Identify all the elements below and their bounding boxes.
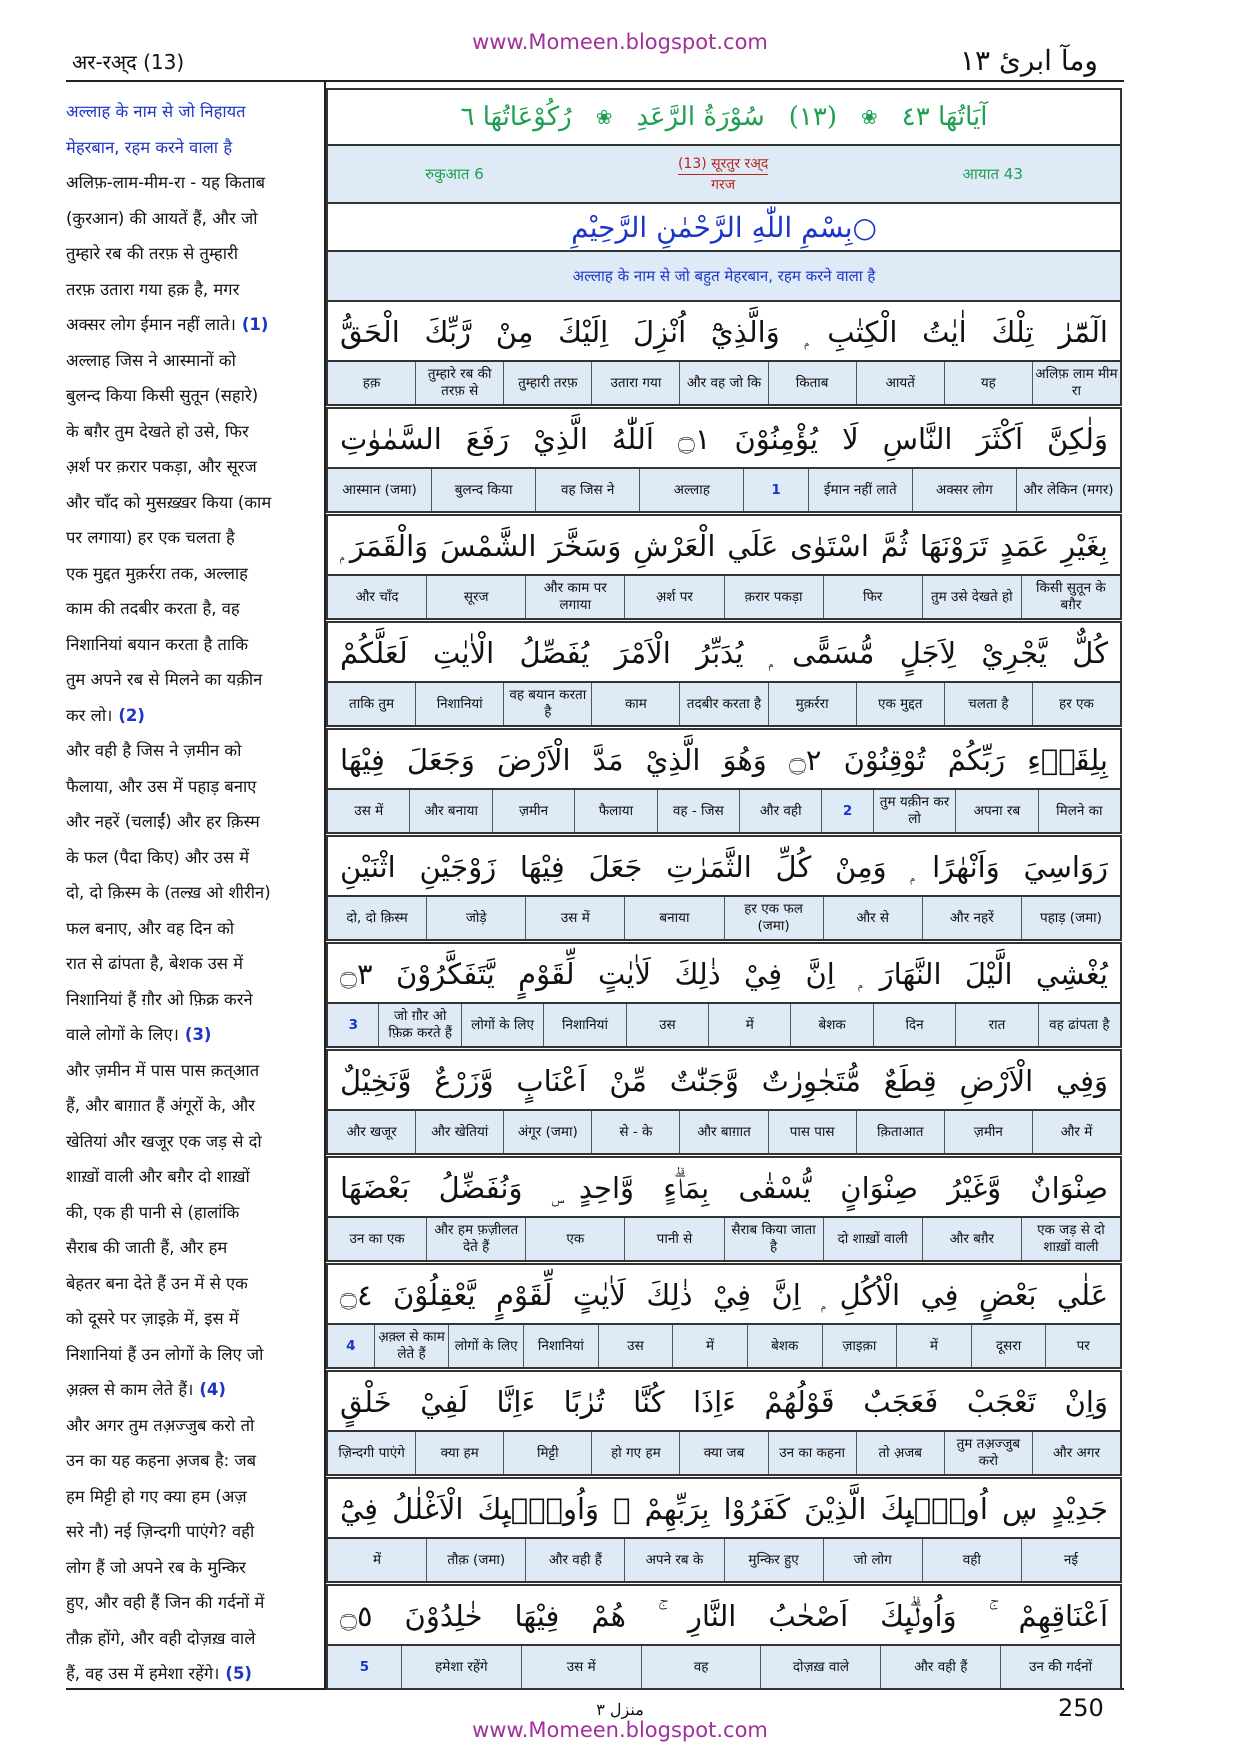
translation-line bbox=[66, 485, 312, 521]
word-meaning-cell: उस bbox=[626, 1004, 708, 1046]
translation-line bbox=[66, 1621, 312, 1657]
translation-line bbox=[66, 94, 312, 130]
page-number: 250 bbox=[1058, 1694, 1104, 1722]
word-meaning-cell: दोज़ख़ वाले bbox=[760, 1646, 880, 1688]
word-meaning-cell: पास पास bbox=[768, 1111, 856, 1153]
translation-text: फल बनाए, और वह दिन को bbox=[66, 918, 235, 938]
ayat-count: आयात 43 bbox=[962, 165, 1023, 183]
arabic-verse-line: رَوَاسِيَ وَاَنْهٰرًا ۭ وَمِنْ كُلِّ الثَّمَرٰتِ جَعَلَ فِيْهَا زَوْجَيْنِ اثْنَيْنِ bbox=[326, 835, 1122, 895]
surah-title-box bbox=[326, 88, 1122, 146]
translation-text: की, एक ही पानी से (हालांकि bbox=[66, 1202, 240, 1222]
translation-text: वाले लोगों के लिए। bbox=[66, 1025, 179, 1044]
word-meaning-cell: आयतें bbox=[856, 362, 944, 404]
translation-line bbox=[66, 698, 312, 734]
arabic-verse-line: اَعْنَاقِهِمْ ۚ وَاُولٰۗىِٕكَ اَصْحٰبُ النَّارِ ۚ هُمْ فِيْهَا خٰلِدُوْنَ ۝٥ bbox=[326, 1584, 1122, 1644]
word-meaning-cell: मुक़र्ररा bbox=[768, 683, 856, 725]
translation-text: निशानियां हैं ग़ौर ओ फ़िक्र करने bbox=[66, 989, 253, 1009]
word-meaning-cell: अंगूर (जमा) bbox=[503, 1111, 591, 1153]
word-meaning-cell: उन का एक bbox=[349, 1230, 405, 1247]
translation-line bbox=[66, 1124, 312, 1160]
word-meaning-cell: यह bbox=[944, 362, 1032, 404]
translation-line bbox=[66, 1479, 312, 1515]
translation-text: कर लो। bbox=[66, 705, 113, 725]
footer-website[interactable]: www.Momeen.blogspot.com bbox=[472, 1718, 768, 1742]
translation-line bbox=[66, 556, 312, 592]
translation-line bbox=[66, 1337, 312, 1373]
word-translation-row bbox=[326, 574, 1122, 620]
word-meaning-cell: एक जड़ से दो शाख़ों वाली bbox=[1021, 1218, 1120, 1260]
word-meaning-cell: ज़मीन bbox=[492, 790, 574, 832]
word-meaning-cell: तो अ़जब bbox=[856, 1432, 944, 1474]
word-meaning-cell: क़िताआत bbox=[856, 1111, 944, 1153]
translation-line bbox=[66, 946, 312, 982]
word-translation-row bbox=[326, 1430, 1122, 1476]
word-meaning-cell: और से bbox=[823, 897, 922, 939]
word-meaning-cell: अ़क़्ल से काम लेते हैं bbox=[374, 1325, 449, 1367]
translation-line bbox=[66, 1443, 312, 1479]
word-meaning-cell: और बग़ैर bbox=[922, 1218, 1021, 1260]
surah-info-box bbox=[326, 146, 1122, 202]
word-meaning-cell: और लेकिन (मगर) bbox=[1016, 469, 1120, 511]
surah-name-arabic: سُوْرَةُ الرَّعَدِ bbox=[636, 102, 765, 132]
translation-line bbox=[66, 1408, 312, 1444]
translation-text: अक्सर लोग ईमान नहीं लाते। bbox=[66, 315, 236, 334]
word-meaning-cell: अल्लाह bbox=[639, 469, 743, 511]
word-meaning-cell: पर bbox=[1045, 1325, 1120, 1367]
translation-text: हम मिट्टी हो गए क्या हम (अज़ bbox=[66, 1486, 247, 1506]
translation-text: उन का यह कहना अ़जब है: जब bbox=[66, 1451, 257, 1470]
translation-text: शाख़ों वाली और बग़ैर दो शाख़ों bbox=[66, 1167, 250, 1186]
translation-line bbox=[66, 982, 312, 1018]
word-meaning-cell: ईमान नहीं लाते bbox=[808, 469, 912, 511]
word-meaning-cell: उस में bbox=[354, 802, 384, 819]
translation-text: के फल (पैदा किए) और उस में bbox=[66, 847, 250, 867]
word-meaning-cell: और में bbox=[1032, 1111, 1120, 1153]
word-meaning-cell: जो लोग bbox=[823, 1539, 922, 1581]
translation-text: मेहरबान, रहम करने वाला है bbox=[66, 137, 233, 157]
flower-icon: ❀ bbox=[861, 105, 878, 129]
translation-line bbox=[66, 769, 312, 805]
word-meaning-cell: में bbox=[896, 1325, 971, 1367]
word-meaning-cell: और काम पर लगाया bbox=[525, 576, 624, 618]
word-meaning-cell: वह जिस ने bbox=[535, 469, 639, 511]
arabic-verse-line: وَلٰكِنَّ اَكْثَرَ النَّاسِ لَا يُؤْمِنُوْنَ ۝١ اَللّٰهُ الَّذِيْ رَفَعَ السَّمٰوٰتِ bbox=[326, 407, 1122, 467]
translation-line bbox=[66, 1585, 312, 1621]
translation-text: और वही है जिस ने ज़मीन को bbox=[66, 741, 242, 760]
translation-text: बुलन्द किया किसी सुतून (सहारे) bbox=[66, 386, 259, 405]
translation-text: अ़क़्ल से काम लेते हैं। bbox=[66, 1380, 194, 1399]
word-meaning-cell: निशानियां bbox=[523, 1325, 598, 1367]
flower-icon: ❀ bbox=[595, 105, 613, 129]
word-meaning-cell: काम bbox=[591, 683, 679, 725]
word-meaning-cell: उन की गर्दनों bbox=[1000, 1646, 1120, 1688]
translation-text: (कुरआन) की आयतें हैं, और जो bbox=[66, 208, 258, 228]
translation-line bbox=[66, 1656, 312, 1692]
surah-meaning: गरज bbox=[711, 176, 736, 193]
rukuat-count: रुकुआत 6 bbox=[425, 165, 484, 183]
word-meaning-cell: तौक़ (जमा) bbox=[426, 1539, 525, 1581]
translation-text: अल्लाह जिस ने आस्मानों को bbox=[66, 350, 236, 370]
translation-text: के बग़ैर तुम देखते हो उसे, फिर bbox=[66, 421, 249, 441]
translation-text: को दूसरे पर ज़ाइक़े में, इस में bbox=[66, 1309, 239, 1328]
translation-text: अ़र्श पर क़रार पकड़ा, और सूरज bbox=[66, 457, 257, 476]
translation-text: तौक़ होंगे, और वही दोज़ख़ वाले bbox=[66, 1628, 256, 1648]
translation-text: निशानियां बयान करता है ताकि bbox=[66, 634, 249, 654]
translation-text: निशानियां हैं उन लोगों के लिए जो bbox=[66, 1344, 264, 1364]
translation-line bbox=[66, 1159, 312, 1195]
word-meaning-cell: सैराब किया जाता है bbox=[724, 1218, 823, 1260]
word-meaning-cell: तदबीर करता है bbox=[679, 683, 767, 725]
word-meaning-cell: ज़िन्दगी पाएंगे bbox=[338, 1444, 405, 1461]
header-website[interactable]: www.Momeen.blogspot.com bbox=[472, 30, 768, 54]
word-meaning-cell: सूरज bbox=[426, 576, 525, 618]
translation-text: अल्लाह के नाम से जो निहायत bbox=[66, 102, 246, 121]
translation-text: और नहरें (चलाईं) और हर क़िस्म bbox=[66, 812, 260, 831]
translation-line bbox=[66, 1550, 312, 1586]
word-meaning-cell: तुम यक़ीन कर लो bbox=[873, 790, 955, 832]
word-meaning-cell: हो गए हम bbox=[591, 1432, 679, 1474]
word-meaning-cell: बनाया bbox=[624, 897, 723, 939]
translation-line bbox=[66, 343, 312, 379]
word-meaning-cell: किसी सुतून के बग़ैर bbox=[1021, 576, 1120, 618]
translation-line bbox=[66, 1266, 312, 1302]
verse-number: (2) bbox=[118, 705, 145, 725]
word-meaning-cell: हक़ bbox=[362, 374, 381, 391]
translation-line bbox=[66, 1088, 312, 1124]
word-meaning-cell: उन का कहना bbox=[768, 1432, 856, 1474]
translation-line bbox=[66, 414, 312, 450]
arabic-verse-line: وَاِنْ تَعْجَبْ فَعَجَبٌ قَوْلُهُمْ ءَاِذَا كُنَّا تُرٰبًا ءَاِنَّا لَفِيْ خَلْقٍ bbox=[326, 1370, 1122, 1430]
word-meaning-cell: उस bbox=[598, 1325, 673, 1367]
bismillah-translation: अल्लाह के नाम से जो बहुत मेहरबान, रहम करने वाला है bbox=[326, 252, 1122, 300]
word-translation-row bbox=[326, 467, 1122, 513]
arabic-verse-line: صِنْوَانٌ وَّغَيْرُ صِنْوَانٍ يُّسْقٰى بِمَاۗءٍ وَّاحِدٍ ۣ وَنُفَضِّلُ بَعْضَهَا bbox=[326, 1156, 1122, 1216]
word-meaning-cell: अक्सर लोग bbox=[912, 469, 1016, 511]
word-meaning-cell: मुन्किर हुए bbox=[724, 1539, 823, 1581]
word-meaning-cell: और बनाया bbox=[409, 790, 491, 832]
translation-line bbox=[66, 911, 312, 947]
word-meaning-cell: और खेतियां bbox=[415, 1111, 503, 1153]
word-meaning-cell: तुम्हारे रब की तरफ़ से bbox=[415, 362, 503, 404]
word-meaning-cell: ज़मीन bbox=[944, 1111, 1032, 1153]
rukus-count-arabic: رُكُوْعَاتُهَا ٦ bbox=[460, 102, 572, 132]
translation-text: दो, दो क़िस्म के (तल्ख़ ओ शीरीन) bbox=[66, 883, 271, 902]
translation-text: फैलाया, और उस में पहाड़ बनाए bbox=[66, 776, 257, 796]
word-meaning-cell: से - के bbox=[591, 1111, 679, 1153]
translation-text: तुम्हारे रब की तरफ़ से तुम्हारी bbox=[66, 244, 238, 263]
arabic-verse-line: بِلِقَاۗءِ رَبِّكُمْ تُوْقِنُوْنَ ۝٢ وَهُوَ الَّذِيْ مَدَّ الْاَرْضَ وَجَعَلَ فِيْهَا bbox=[326, 728, 1122, 788]
verse-number: (1) bbox=[241, 315, 269, 334]
word-meaning-cell: हमेशा रहेंगे bbox=[401, 1646, 521, 1688]
word-meaning-cell: 2 bbox=[821, 790, 872, 832]
translation-line bbox=[66, 662, 312, 698]
word-meaning-cell: वह ढांपता है bbox=[1038, 1004, 1120, 1046]
translation-line bbox=[66, 1195, 312, 1231]
word-meaning-cell: क़रार पकड़ा bbox=[724, 576, 823, 618]
word-meaning-cell: और बाग़ात bbox=[679, 1111, 767, 1153]
arabic-verse-line: الٓمّٓرٰ تِلْكَ اٰيٰتُ الْكِتٰبِ ۭ وَالَّذِيْٓ اُنْزِلَ اِلَيْكَ مِنْ رَّبِّكَ الْحَقُّ bbox=[326, 300, 1122, 360]
word-meaning-cell: उस में bbox=[525, 897, 624, 939]
word-translation-row bbox=[326, 1644, 1122, 1690]
translation-line bbox=[66, 520, 312, 556]
word-meaning-cell: जोड़े bbox=[426, 897, 525, 939]
translation-text: पर लगाया) हर एक चलता है bbox=[66, 528, 235, 547]
word-meaning-cell: में bbox=[672, 1325, 747, 1367]
translation-text: खेतियां और खजूर एक जड़ से दो bbox=[66, 1131, 262, 1151]
word-meaning-cell: और वही हैं bbox=[525, 1539, 624, 1581]
translation-text: तरफ़ उतारा गया हक़ है, मगर bbox=[66, 279, 240, 299]
word-meaning-cell: ज़ाइक़ा bbox=[822, 1325, 897, 1367]
word-meaning-cell: में bbox=[373, 1551, 382, 1568]
word-meaning-cell: लोगों के लिए bbox=[461, 1004, 543, 1046]
arabic-verse-line: يُغْشِي الَّيْلَ النَّهَارَ ۭ اِنَّ فِيْ ذٰلِكَ لَاٰيٰتٍ لِّقَوْمٍ يَّتَفَكَّرُوْنَ ۝٣ bbox=[326, 942, 1122, 1002]
word-meaning-cell: हर एक bbox=[1032, 683, 1120, 725]
translation-text: काम की तदबीर करता है, वह bbox=[66, 599, 240, 618]
arabic-verse-line: عَلٰي بَعْضٍ فِي الْاُكُلِ ۭ اِنَّ فِيْ ذٰلِكَ لَاٰيٰتٍ لِّقَوْمٍ يَّعْقِلُوْنَ ۝٤ bbox=[326, 1263, 1122, 1323]
word-meaning-cell: तुम उसे देखते हो bbox=[922, 576, 1021, 618]
word-meaning-cell: वह bbox=[641, 1646, 761, 1688]
word-meaning-cell: एक मुद्दत bbox=[856, 683, 944, 725]
translation-text: बेहतर बना देते हैं उन में से एक bbox=[66, 1273, 248, 1293]
word-meaning-cell: और चाँद bbox=[355, 588, 399, 605]
word-meaning-cell: और वह जो कि bbox=[679, 362, 767, 404]
translation-line bbox=[66, 840, 312, 876]
word-meaning-cell: क्या जब bbox=[679, 1432, 767, 1474]
word-meaning-cell: और अगर bbox=[1032, 1432, 1120, 1474]
translation-line bbox=[66, 875, 312, 911]
translation-line bbox=[66, 804, 312, 840]
word-meaning-cell: वही bbox=[922, 1539, 1021, 1581]
word-meaning-cell: निशानियां bbox=[543, 1004, 625, 1046]
word-meaning-cell: दूसरा bbox=[971, 1325, 1046, 1367]
translation-text: सैराब की जाती हैं, और हम bbox=[66, 1238, 228, 1257]
ayat-count-arabic: آيَاتُهَا ٤٣ bbox=[901, 102, 988, 132]
surah-name-block bbox=[678, 154, 768, 195]
translation-line bbox=[66, 1372, 312, 1408]
translation-text: हैं, वह उस में हमेशा रहेंगे। bbox=[66, 1664, 220, 1683]
word-meaning-cell: अलिफ़ लाम मीम रा bbox=[1032, 362, 1120, 404]
translation-line bbox=[66, 130, 312, 166]
word-meaning-cell: और नहरें bbox=[922, 897, 1021, 939]
word-meaning-cell: क्या हम bbox=[415, 1432, 503, 1474]
word-meaning-cell: तुम तअ़ज्जुब करो bbox=[944, 1432, 1032, 1474]
word-meaning-cell: उस में bbox=[521, 1646, 641, 1688]
arabic-verse-line: بِغَيْرِ عَمَدٍ تَرَوْنَهَا ثُمَّ اسْتَوٰى عَلَي الْعَرْشِ وَسَخَّرَ الشَّمْسَ وَالْقَمَرَ ۭ bbox=[326, 514, 1122, 574]
word-meaning-cell: हर एक फल (जमा) bbox=[724, 897, 823, 939]
word-meaning-cell: मिलने का bbox=[1038, 790, 1120, 832]
surah-name-hindi: (13) सूरतुर रअ्द bbox=[678, 154, 768, 175]
translation-line bbox=[66, 307, 312, 343]
word-meaning-cell: वह बयान करता है bbox=[503, 683, 591, 725]
word-meaning-cell: और हम फ़ज़ीलत देते हैं bbox=[426, 1218, 525, 1260]
word-meaning-cell: तुम्हारी तरफ़ bbox=[503, 362, 591, 404]
verse-number: (5) bbox=[225, 1664, 252, 1683]
translation-text: हुए, और वही हैं जिन की गर्दनों में bbox=[66, 1593, 265, 1612]
translation-line bbox=[66, 449, 312, 485]
word-meaning-cell: अ़र्श पर bbox=[624, 576, 723, 618]
arabic-verse-line: كُلٌّ يَّجْرِيْ لِاَجَلٍ مُّسَمًّى ۭ يُدَبِّرُ الْاَمْرَ يُفَصِّلُ الْاٰيٰتِ لَعَلَّكُمْ bbox=[326, 621, 1122, 681]
word-meaning-cell: 1 bbox=[743, 469, 807, 511]
word-meaning-cell: आस्मान (जमा) bbox=[342, 481, 417, 498]
translation-text: तुम अपने रब से मिलने का यक़ीन bbox=[66, 670, 263, 689]
word-meaning-cell: अपना रब bbox=[955, 790, 1037, 832]
translation-text: और चाँद को मुसख़्ख़र किया (काम bbox=[66, 492, 272, 512]
word-meaning-cell: दो शाख़ों वाली bbox=[823, 1218, 922, 1260]
word-meaning-cell: उतारा गया bbox=[591, 362, 679, 404]
arabic-verse-line: وَفِي الْاَرْضِ قِطَعٌ مُّتَجٰوِرٰتٌ وَّجَنّٰتٌ مِّنْ اَعْنَابٍ وَّزَرْعٌ وَّنَخِيْلٌ bbox=[326, 1049, 1122, 1109]
word-translation-row bbox=[326, 681, 1122, 727]
translation-line bbox=[66, 733, 312, 769]
word-meaning-cell: एक bbox=[525, 1218, 624, 1260]
word-meaning-cell: ताकि तुम bbox=[349, 695, 395, 712]
word-meaning-cell: 5 bbox=[359, 1658, 370, 1675]
verse-number: (4) bbox=[199, 1380, 226, 1399]
translation-text: हैं, और बाग़ात हैं अंगूरों के, और bbox=[66, 1096, 255, 1115]
para-name-header: ومآ ابرئ ١٣ bbox=[960, 44, 1098, 77]
word-meaning-cell: किताब bbox=[768, 362, 856, 404]
translation-line bbox=[66, 627, 312, 663]
translation-line bbox=[66, 236, 312, 272]
word-meaning-cell: चलता है bbox=[944, 683, 1032, 725]
bismillah-arabic: بِسْمِ اللّٰهِ الرَّحْمٰنِ الرَّحِيْمِ○ bbox=[326, 202, 1122, 252]
translation-line bbox=[66, 378, 312, 414]
word-translation-row bbox=[326, 788, 1122, 834]
word-translation-row bbox=[326, 1537, 1122, 1583]
translation-line bbox=[66, 1053, 312, 1089]
word-meaning-cell: मिट्टी bbox=[503, 1432, 591, 1474]
word-meaning-cell: बेशक bbox=[747, 1325, 822, 1367]
word-meaning-cell: और वही bbox=[739, 790, 821, 832]
word-meaning-cell: फिर bbox=[823, 576, 922, 618]
arabic-verse-line: جَدِيْدٍ ڛ اُولٰۗىِٕكَ الَّذِيْنَ كَفَرُوْا بِرَبِّهِمْ ۚ وَاُولٰۗىِٕكَ الْاَغْلٰلُ فِيْٓ bbox=[326, 1477, 1122, 1537]
translation-line bbox=[66, 1514, 312, 1550]
word-translation-row bbox=[326, 360, 1122, 406]
translation-text: लोग हैं जो अपने रब के मुन्किर bbox=[66, 1557, 246, 1577]
word-translation-row bbox=[326, 895, 1122, 941]
hindi-translation-column bbox=[66, 94, 312, 1692]
word-meaning-cell: पानी से bbox=[624, 1218, 723, 1260]
word-meaning-cell: 4 bbox=[346, 1337, 356, 1354]
word-translation-row bbox=[326, 1323, 1122, 1369]
word-meaning-cell: बुलन्द किया bbox=[431, 469, 535, 511]
word-meaning-cell: दो, दो क़िस्म bbox=[346, 909, 408, 926]
word-meaning-cell: 3 bbox=[348, 1016, 358, 1033]
word-meaning-cell: दिन bbox=[873, 1004, 955, 1046]
translation-line bbox=[66, 1230, 312, 1266]
manzil-label: منزل ٣ bbox=[596, 1700, 644, 1719]
top-rule bbox=[66, 80, 1124, 82]
translation-text: और ज़मीन में पास पास क़त्आत bbox=[66, 1060, 260, 1080]
word-meaning-cell: और खजूर bbox=[346, 1123, 397, 1140]
word-translation-row bbox=[326, 1216, 1122, 1262]
word-meaning-cell: जो ग़ौर ओ फ़िक्र करते हैं bbox=[378, 1004, 460, 1046]
word-translation-row bbox=[326, 1109, 1122, 1155]
verse-number: (3) bbox=[184, 1025, 212, 1044]
translation-line bbox=[66, 272, 312, 308]
word-meaning-cell: में bbox=[708, 1004, 790, 1046]
word-meaning-cell: फैलाया bbox=[574, 790, 656, 832]
word-meaning-cell: और वही हैं bbox=[880, 1646, 1000, 1688]
translation-text: और अगर तुम तअ़ज्जुब करो तो bbox=[66, 1415, 255, 1435]
word-meaning-cell: पहाड़ (जमा) bbox=[1021, 897, 1120, 939]
word-translation-row bbox=[326, 1002, 1122, 1048]
translation-text: एक मुद्दत मुक़र्ररा तक, अल्लाह bbox=[66, 563, 248, 583]
word-meaning-cell: निशानियां bbox=[415, 683, 503, 725]
translation-line bbox=[66, 1017, 312, 1053]
word-meaning-cell: बेशक bbox=[790, 1004, 872, 1046]
surah-name-header: अर-रअ्द (13) bbox=[72, 50, 185, 74]
word-meaning-cell: अपने रब के bbox=[624, 1539, 723, 1581]
translation-text: रात से ढांपता है, बेशक उस में bbox=[66, 954, 244, 973]
surah-number-arabic: (١٣) bbox=[788, 102, 838, 132]
translation-line bbox=[66, 1301, 312, 1337]
translation-text: सरे नौ) नई ज़िन्दगी पाएंगे? वही bbox=[66, 1522, 255, 1541]
word-meaning-cell: रात bbox=[955, 1004, 1037, 1046]
translation-line bbox=[66, 201, 312, 237]
translation-line bbox=[66, 165, 312, 201]
word-meaning-cell: नई bbox=[1021, 1539, 1120, 1581]
translation-line bbox=[66, 591, 312, 627]
word-meaning-cell: वह - जिस bbox=[657, 790, 739, 832]
word-meaning-cell: लोगों के लिए bbox=[448, 1325, 523, 1367]
translation-text: अलिफ़-लाम-मीम-रा - यह किताब bbox=[66, 173, 266, 192]
